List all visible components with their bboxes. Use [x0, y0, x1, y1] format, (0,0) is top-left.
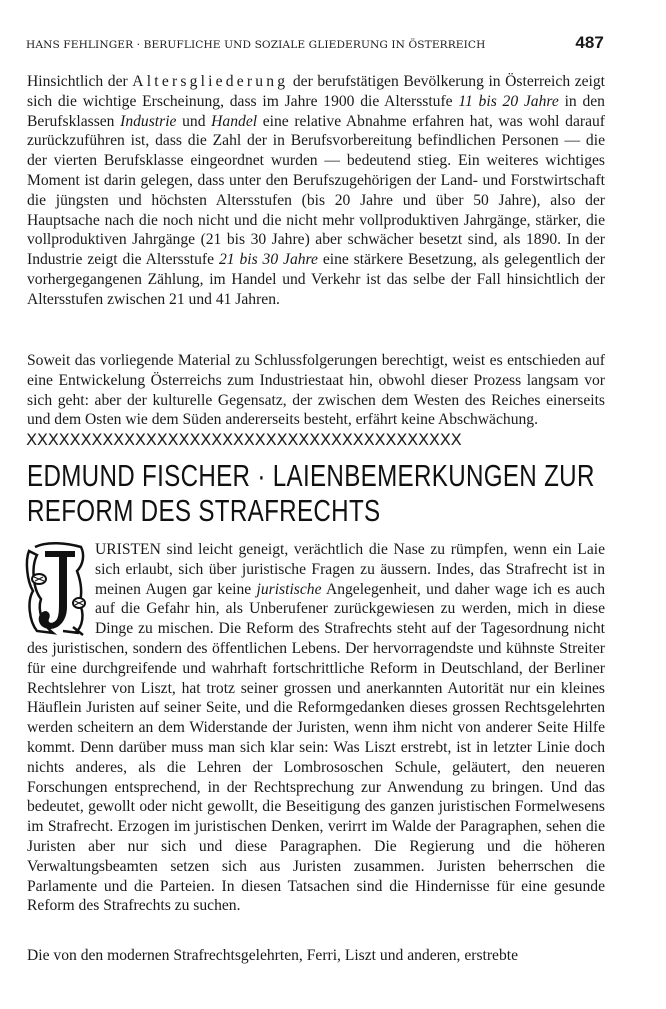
- paragraph-conclusion: Soweit das vorliegende Material zu Schlussfolgerungen berechtigt, weist es entschieden auf eine Entwickelung Österreichs zum Industriestaat hin, obwohl dieser Prozess langsam vor sich geht: aber der kulturelle Gegensatz, der zwischen dem Westen des Reiches einerseits und dem Osten wie dem Süden andererseits besteht, erfährt keine Abschwächung.: [27, 352, 605, 429]
- page-number: 487: [575, 33, 604, 52]
- text-run: URISTEN sind leicht geneigt, verächtlich die Nase zu rümpfen, wenn ein Laie sich erlaubt, sich über juristische Fragen zu äussern. Indes, das Strafrecht ist in meinen Augen gar keine: [95, 541, 605, 598]
- article-heading: [27, 458, 595, 528]
- italic-term: 21 bis 30 Jahre: [218, 251, 318, 269]
- article-body-continued: [27, 946, 605, 966]
- paragraph-age-structure: [27, 72, 605, 310]
- text-run: eine relative Abnahme erfahren hat, was wohl darauf zurückzuführen ist, dass die Zahl der in Berufsvorbereitung befindlichen Personen — die der vierten Berufsklasse eingeordnet wurden — bedeutend stieg. Ein weiteres wichtiges Moment ist darin gelegen, dass unter den Berufszugehörigen der Land- und Forstwirtschaft die jüngsten und höchsten Altersstufen (bis 20 Jahre und über 50 Jahre), also der Hauptsache nach die noch nicht und die nicht mehr vollproduktiven Jahrgänge, stärker, die vollproduktiven Jahrgänge (21 bis 30 Jahre) aber schwächer besetzt sind, als 1890. In der Industrie zeigt die Altersstufe: [27, 112, 605, 269]
- running-head: [26, 33, 604, 53]
- heading-line-2: REFORM DES STRAFRECHTS: [27, 493, 381, 528]
- text-run: und: [176, 112, 212, 130]
- text-run: in den Berufsklassen: [27, 92, 605, 130]
- text-run: Angelegenheit, und daher wage ich es auch auf die Gefahr hin, als Unberufener zurückgewiesen zu werden, mich in diese Dinge zu mischen. Die Reform des Strafrechts steht auf der Tagesordnung nicht des juristischen, sondern des öffentlichen Lebens. Der hervorragendste und kühnste Streiter für eine durchgreifende und wahrhaft fortschrittliche Reform in Deutschland, der Berliner Rechtslehrer von Liszt, hat trotz seiner grossen und anerkannten Autorität nur ein kleines Häuflein Juristen auf seiner Seite, und die Reformgedanken dieses grossen Rechtsgelehrten werden scheitern an dem Widerstande der Juristen, wenn ihm nicht von anderer Seite Hilfe kommt. Denn darüber muss man sich klar sein: Was Liszt erstrebt, ist in letzter Linie doch nichts anderes, als die Lehren der Lombrososchen Schule, geläutert, den neueren Forschungen entsprechend, in der Rechtsprechung zur Anwendung zu bringen. Und das bedeutet, gewollt oder nicht gewollt, die Beseitigung des ganzen juristischen Formelwesens im Strafrecht. Erzogen im juristischen Denken, verirrt im Walde der Paragraphen, sehen die Juristen aber nur sich und diese Paragraphen. Die Regierung und die höheren Verwaltungsbeamten setzen sich aus Juristen zusammen. Juristen beherrschen die Parlamente und die Parteien. In diesen Tatsachen sind die Hindernisse für eine gesunde Reform des Strafrechts zu suchen.: [27, 580, 605, 915]
- text-run: eine stärkere Besetzung, als gelegentlich der vorhergegangenen Zählung, im Handel und Verkehr ist das selbe der Fall hinsichtlich der Altersstufen zwischen 21 und 41 Jahren.: [27, 251, 605, 308]
- text-run: Hinsichtlich der: [27, 73, 133, 90]
- section-conclusion: [27, 351, 605, 430]
- italic-term: 11 bis 20 Jahre: [458, 92, 559, 110]
- paragraph-modern-scholars: Die von den modernen Strafrechtsgelehrten, Ferri, Liszt und anderen, erstrebte: [27, 947, 519, 964]
- italic-term: juristische: [256, 580, 322, 598]
- italic-term: Industrie: [120, 112, 177, 130]
- ornamental-divider: XXXXXXXXXXXXXXXXXXXXXXXXXXXXXXXXXXXXXXXX: [26, 430, 462, 449]
- section-age-structure: [27, 72, 605, 310]
- text-run: der berufstätigen Bevölkerung in Österreich zeigt sich die wichtige Erscheinung, dass im Jahre 1900 die Altersstufe: [27, 73, 605, 110]
- italic-term: Handel: [211, 112, 258, 130]
- heading-line-1: EDMUND FISCHER · LAIENBEMERKUNGEN ZUR: [27, 458, 595, 493]
- paragraph-jurists: [27, 540, 605, 916]
- decorated-initial-j-icon: [23, 541, 89, 637]
- spaced-term: Altersgliederung: [132, 73, 289, 90]
- running-head-title: HANS FEHLINGER · BERUFLICHE UND SOZIALE GLIEDERUNG IN ÖSTERREICH: [26, 39, 486, 51]
- article-body: [27, 540, 605, 916]
